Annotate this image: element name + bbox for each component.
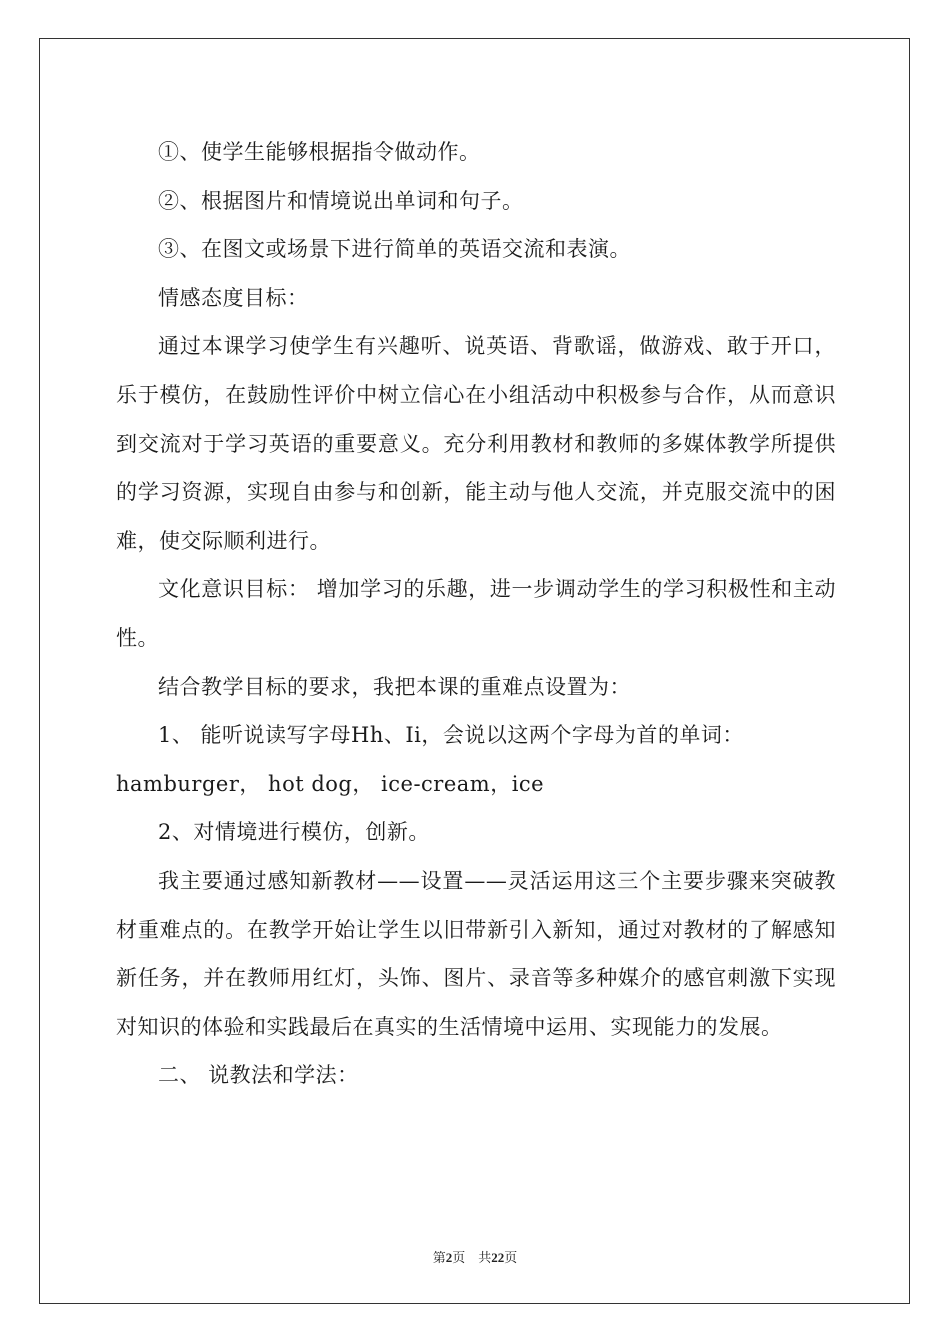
total-prefix: 共 xyxy=(478,1250,492,1265)
key-point-1: 1、 能听说读写字母Hh、Ii，会说以这两个字母为首的单词： xyxy=(158,723,744,748)
document-body xyxy=(116,128,836,1100)
key-point-1-words: hamburger， hot dog， ice-cream，ice xyxy=(116,771,545,796)
cultural-goal-paragraph: 文化意识目标： 增加学习的乐趣，进一步调动学生的学习积极性和主动性。 xyxy=(116,577,836,650)
total-suffix: 页 xyxy=(504,1250,518,1265)
page-suffix: 页 xyxy=(452,1250,466,1265)
key-points-intro: 结合教学目标的要求，我把本课的重难点设置为： xyxy=(158,674,631,699)
total-pages: 22 xyxy=(491,1250,505,1265)
section-heading-teaching-methods: 二、 说教法和学法： xyxy=(158,1063,359,1088)
emotional-goal-paragraph: 通过本课学习使学生有兴趣听、说英语、背歌谣，做游戏、敢于开口，乐于模仿，在鼓励性评价中树立信心在小组活动中积极参与合作，从而意识到交流对于学习英语的重要意义。充分利用教材和教师的多媒体教学所提供的学习资源，实现自由参与和创新，能主动与他人交流，并克服交流中的困难，使交际顺利进行。 xyxy=(116,334,836,553)
objective-item-1: ①、使学生能够根据指令做动作。 xyxy=(158,140,481,164)
objective-item-2: ②、根据图片和情境说出单词和句子。 xyxy=(158,188,524,213)
key-point-2: 2、对情境进行模仿，创新。 xyxy=(158,820,430,845)
page-number: 2 xyxy=(445,1250,453,1265)
page-footer xyxy=(0,1247,950,1266)
emotional-goal-heading: 情感态度目标： xyxy=(158,285,309,310)
objective-item-3: ③、在图文或场景下进行简单的英语交流和表演。 xyxy=(158,237,631,262)
method-paragraph: 我主要通过感知新教材——设置——灵活运用这三个主要步骤来突破教材重难点的。在教学开始让学生以旧带新引入新知，通过对教材的了解感知新任务，并在教师用红灯，头饰、图片、录音等多种媒介的感官刺激下实现对知识的体验和实践最后在真实的生活情境中运用、实现能力的发展。 xyxy=(116,868,836,1039)
page-prefix: 第 xyxy=(432,1250,446,1265)
